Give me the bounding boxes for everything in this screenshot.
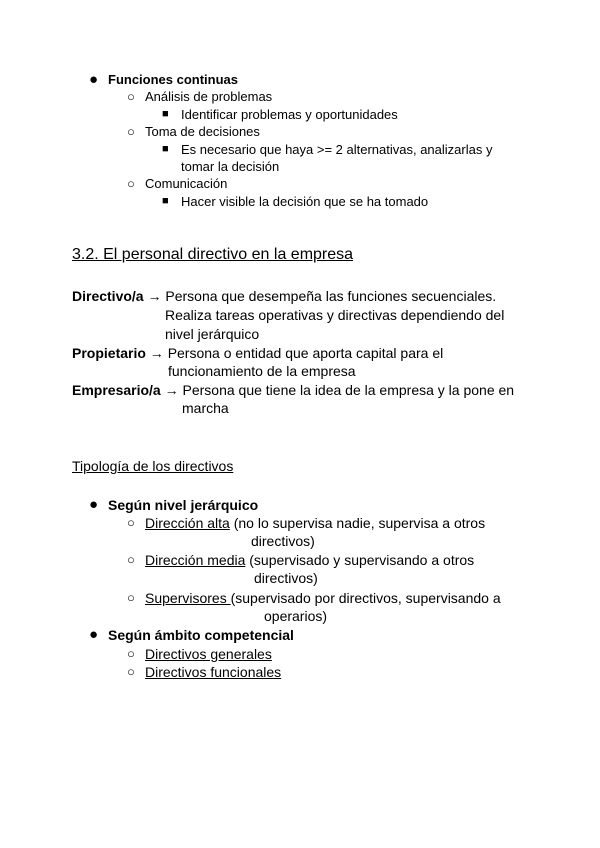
link-direccion-media[interactable]: Dirección media xyxy=(145,552,246,568)
arrow-icon: → xyxy=(147,288,162,304)
list-item: Análisis de problemas xyxy=(145,89,273,104)
list-subitem: Identificar problemas y oportunidades xyxy=(181,107,398,122)
list-item xyxy=(145,552,474,568)
definition-text: Persona que desempeña las funciones secuenciales. xyxy=(165,288,497,304)
item-text-cont: operarios) xyxy=(264,608,328,624)
definition-directivo xyxy=(72,288,496,304)
list-item: Toma de decisiones xyxy=(145,124,260,139)
item-text: (supervisado por directivos, supervisando a xyxy=(230,590,501,606)
list-subitem-cont: tomar la decisión xyxy=(181,159,280,174)
bullet-disc: ● xyxy=(89,626,99,643)
definition-term: Directivo/a xyxy=(72,288,144,304)
list-item xyxy=(145,515,485,531)
list-item: Comunicación xyxy=(145,176,228,191)
bullet-circle: ○ xyxy=(127,552,135,567)
list-item xyxy=(145,590,501,606)
group-title: Según ámbito competencial xyxy=(108,627,294,643)
bullet-circle: ○ xyxy=(127,515,135,530)
arrow-icon: → xyxy=(149,345,164,361)
bullet-square: ■ xyxy=(162,143,169,155)
definition-text-cont: funcionamiento de la empresa xyxy=(168,363,356,379)
link-direccion-alta[interactable]: Dirección alta xyxy=(145,515,230,531)
definition-propietario xyxy=(72,345,443,361)
list-subitem: Es necesario que haya >= 2 alternativas, analizarlas y xyxy=(181,142,493,157)
definition-text: Persona que tiene la idea de la empresa y la pone en xyxy=(182,382,515,398)
group-title: Según nivel jerárquico xyxy=(108,497,259,513)
definition-term: Propietario xyxy=(72,345,146,361)
link-directivos-generales[interactable]: Directivos generales xyxy=(145,646,272,662)
arrow-icon: → xyxy=(164,382,179,398)
bullet-circle: ○ xyxy=(127,590,135,605)
bullet-circle: ○ xyxy=(127,646,135,661)
item-text-cont: directivos) xyxy=(254,570,318,586)
bullet-disc: ● xyxy=(89,71,99,88)
definition-term: Empresario/a xyxy=(72,382,161,398)
item-text: (supervisado y supervisando a otros xyxy=(245,552,475,568)
bullet-circle: ○ xyxy=(127,124,135,139)
definition-empresario xyxy=(72,382,514,398)
bullet-circle: ○ xyxy=(127,89,135,104)
bullet-disc: ● xyxy=(89,496,99,513)
link-directivos-funcionales[interactable]: Directivos funcionales xyxy=(145,664,282,680)
section-heading: 3.2. El personal directivo en la empresa xyxy=(72,246,354,263)
definition-text-cont: marcha xyxy=(182,400,229,416)
definition-text-cont: Realiza tareas operativas y directivas dependiendo del xyxy=(165,307,505,323)
subheading-tipologia: Tipología de los directivos xyxy=(72,458,234,474)
bullet-square: ■ xyxy=(162,108,169,120)
bullet-circle: ○ xyxy=(127,176,135,191)
list-title-funciones: Funciones continuas xyxy=(108,72,239,87)
link-supervisores[interactable]: Supervisores xyxy=(145,590,231,606)
item-text-cont: directivos) xyxy=(251,533,315,549)
definition-text: Persona o entidad que aporta capital para el xyxy=(167,345,444,361)
bullet-circle: ○ xyxy=(127,664,135,679)
definition-text-cont: nivel jerárquico xyxy=(165,326,260,342)
list-subitem: Hacer visible la decisión que se ha tomado xyxy=(181,194,429,209)
bullet-square: ■ xyxy=(162,195,169,207)
item-text: (no lo supervisa nadie, supervisa a otros xyxy=(229,515,486,531)
